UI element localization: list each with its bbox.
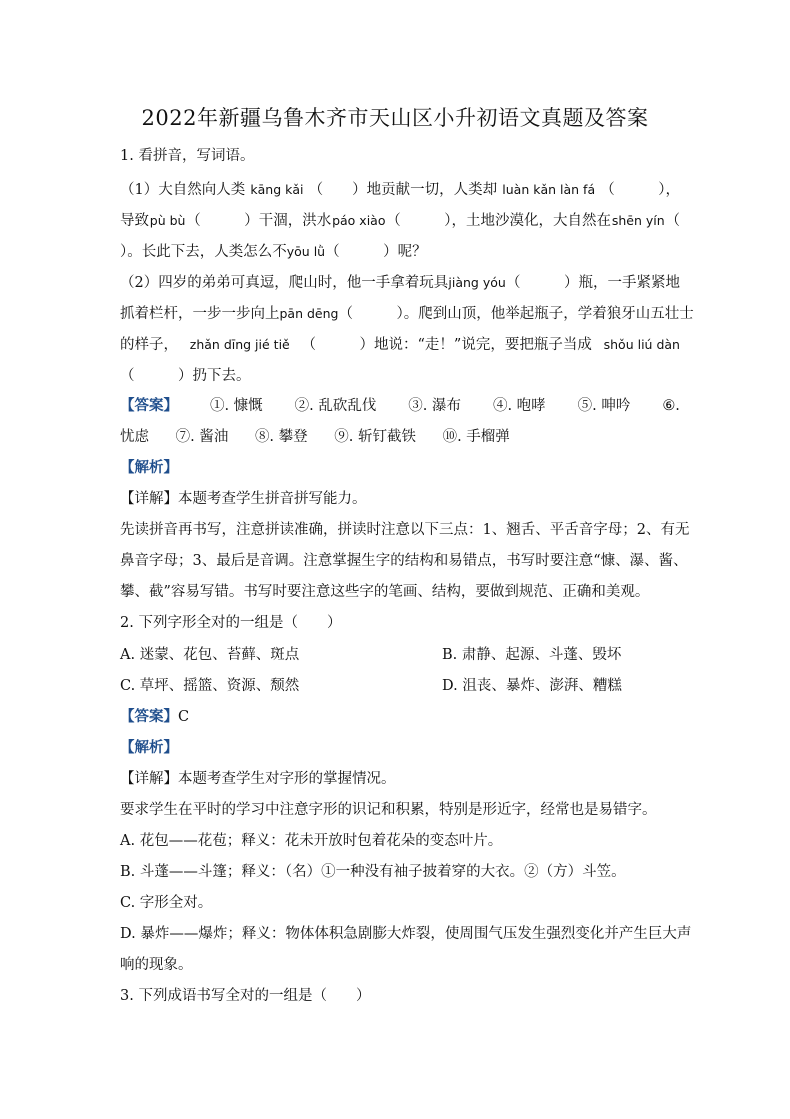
- q1-stem: 1. 看拼音，写词语。: [120, 148, 255, 164]
- answer-item: 忧虑: [120, 429, 149, 445]
- q1-p2-line4: （ ）扔下去。: [120, 368, 251, 384]
- answer-label: 【答案】: [120, 397, 178, 414]
- option-c: C. 草坪、摇篮、资源、颓然: [120, 678, 300, 694]
- text: ）。长此下去，人类怎么不: [120, 244, 287, 260]
- q1-p1-line2: [120, 211, 680, 231]
- text: 的样子，: [120, 337, 178, 353]
- detail-label: 【详解】: [120, 491, 178, 507]
- pinyin: shēn yín: [611, 213, 665, 228]
- answer-label: 【答案】: [120, 708, 178, 725]
- q1-explain-line: 攀、截”容易写错。书写时要注意这些字的笔画、结构，要做到规范、正确和美观。: [120, 584, 650, 600]
- q2-options-row2: [120, 676, 680, 696]
- answer-item: ②. 乱砍乱伐: [294, 398, 377, 414]
- pinyin: kāng kǎi: [250, 182, 304, 197]
- answer-item: ⑧. 攀登: [254, 429, 308, 445]
- pinyin: zhǎn dīng jié tiě: [189, 337, 290, 352]
- q2-stem: 2. 下列字形全对的一组是（ ）: [120, 615, 342, 631]
- q1-explain-line: 鼻音字母；3、最后是音调。注意掌握生字的结构和易错点，书写时要注意“慷、瀑、酱、: [120, 553, 688, 569]
- pinyin: jiàng yóu: [448, 275, 506, 290]
- q2-detail: [120, 769, 680, 789]
- answer-item: ⑨. 斩钉截铁: [334, 429, 416, 445]
- q3-stem: 3. 下列成语书写全对的一组是（ ）: [120, 988, 371, 1004]
- option-b: B. 肃静、起源、斗蓬、毁坏: [442, 647, 622, 663]
- option-a: A. 迷蒙、花包、苔藓、斑点: [120, 647, 300, 663]
- text: 抓着栏杆，一步一步向上: [120, 306, 280, 322]
- pinyin: yōu lǜ: [286, 244, 326, 259]
- text: （: [665, 213, 680, 229]
- q2-explain-line: C. 字形全对。: [120, 895, 213, 911]
- text: （ ）呢？: [325, 244, 427, 260]
- q1-p2-line2: [120, 304, 694, 324]
- q2-explain-line: B. 斗蓬——斗篷；释义：（名）①一种没有袖子披着穿的大衣。②（方）斗笠。: [120, 864, 626, 880]
- text: （ ）地贡献一切，人类却: [308, 182, 498, 198]
- answer-item: ⑩. 手榴弹: [442, 429, 510, 445]
- answer-item: ⑤. 呻吟: [577, 398, 631, 414]
- q2-explain-line: 要求学生在平时的学习中注意字形的识记和积累，特别是形近字，经常也是易错字。: [120, 802, 657, 818]
- text: （ ）。爬到山顶，他举起瓶子，学着狼牙山五壮士: [338, 306, 694, 322]
- text: （1）大自然向人类: [120, 182, 246, 198]
- q2-explain-line: A. 花包——花苞；释义：花未开放时包着花朵的变态叶片。: [120, 833, 503, 849]
- detail-text: 本题考查学生对字形的掌握情况。: [178, 771, 396, 787]
- q1-answer-line1: [120, 396, 680, 416]
- q2-analysis-label: 【解析】: [120, 739, 178, 756]
- q1-p1-line1: [120, 180, 680, 200]
- answer-item: ④. 咆哮: [492, 398, 546, 414]
- option-d: D. 沮丧、暴炸、澎湃、糟糕: [442, 678, 622, 694]
- pinyin: pù bù: [149, 213, 186, 228]
- answer-item: ⑦. 酱油: [175, 429, 229, 445]
- q1-answer-line2: [120, 427, 680, 447]
- q1-detail: [120, 489, 680, 509]
- detail-text: 本题考查学生拼音拼写能力。: [178, 491, 367, 507]
- q1-analysis-label: 【解析】: [120, 459, 178, 476]
- q2-answer: [120, 707, 680, 727]
- q2-options-row1: [120, 645, 680, 665]
- page-title: 2022年新疆乌鲁木齐市天山区小升初语文真题及答案: [141, 106, 649, 130]
- text: （ ）地说：“走！”说完，要把瓶子当成: [301, 337, 592, 353]
- pinyin: pān dēng: [279, 306, 339, 321]
- pinyin: luàn kǎn làn fá: [502, 182, 596, 197]
- q2-explain-line: D. 暴炸——爆炸；释义：物体体积急剧膨大炸裂，使周围气压发生强烈变化并产生巨大声: [120, 926, 692, 942]
- text: （ ），土地沙漠化，大自然在: [386, 213, 612, 229]
- text: （ ），: [600, 182, 680, 198]
- text: （ ）干涸，洪水: [186, 213, 332, 229]
- q1-p2-line3: [120, 335, 680, 355]
- q1-p1-line3: [120, 242, 680, 262]
- answer-value: C: [178, 709, 190, 725]
- q1-explain-line: 先读拼音再书写，注意拼读准确，拼读时注意以下三点：1、翘舌、平舌音字母；2、有无: [120, 522, 690, 538]
- answer-item: ③. 瀑布: [408, 398, 462, 414]
- text: 导致: [120, 213, 149, 229]
- answer-item: ⑥.: [662, 398, 680, 414]
- text: （ ）瓶，一手紧紧地: [505, 275, 680, 291]
- q1-p2-line1: [120, 273, 680, 293]
- text: （2）四岁的弟弟可真逗，爬山时，他一手拿着玩具: [120, 275, 449, 291]
- detail-label: 【详解】: [120, 771, 178, 787]
- answer-item: ①. 慷慨: [209, 398, 263, 414]
- q2-explain-line: 响的现象。: [120, 957, 193, 973]
- pinyin: páo xiào: [332, 213, 386, 228]
- pinyin: shǒu liú dàn: [603, 337, 680, 352]
